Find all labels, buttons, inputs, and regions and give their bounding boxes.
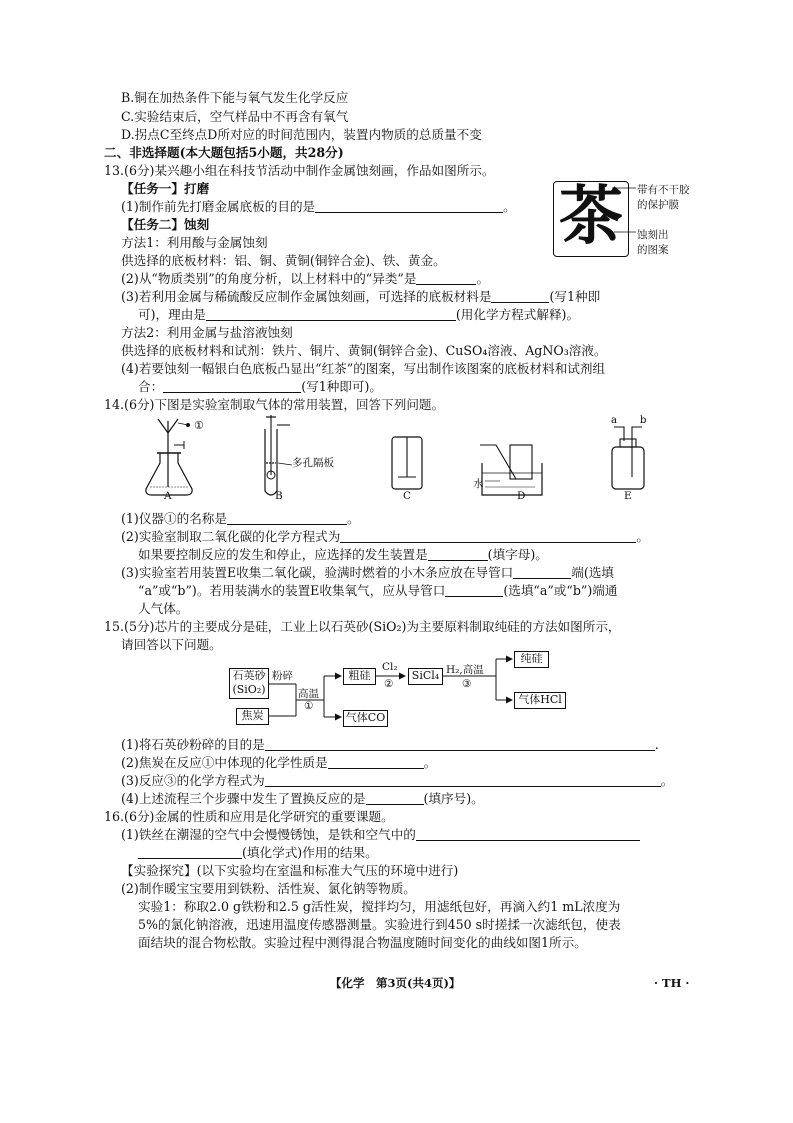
q15-q3: (3)反应③的化学方程式为 。 (121, 773, 674, 788)
option-c: C.实验结束后，空气样品中不再含有氧气 (121, 109, 349, 124)
label-d-device: D (517, 490, 526, 502)
q14-q1: (1)仪器①的名称是 。 (121, 511, 360, 526)
q16-exp1-line2: 5%的氯化钠溶液，迅速用温度传感器测量。实验进行到450 s时搓揉一次滤纸包，使表 (138, 917, 621, 932)
quartz-formula: (SiO₂) (232, 683, 266, 696)
q16-stem: 16.(6分)金属的性质和应用是化学研究的重要课题。 (104, 809, 394, 824)
q13-q4-line1: (4)若要蚀刻一幅银白色底板凸显出“红茶”的图案，写出制作该图案的底板材料和试剂组 (121, 361, 606, 376)
label-e-device: E (624, 490, 632, 502)
q16-exp1-line1: 实验1：称取2.0 g铁粉和2.5 g活性炭，搅拌均匀，用滤纸包好，再滴入约1 mL浓度为 (138, 899, 621, 914)
box-quartz-sand (229, 668, 269, 699)
footer-code: · TH · (654, 976, 690, 990)
box-pure-silicon: 纯硅 (514, 651, 549, 668)
section-heading: 二、非选择题(本大题包括5小题，共28分) (104, 145, 344, 160)
q16-explore: 【实验探究】(以下实验均在室温和标准大气压的环境中进行) (121, 863, 459, 878)
q15-stem-2: 请回答以下问题。 (121, 637, 222, 652)
answer-blank[interactable] (138, 846, 242, 859)
label-step3: ③ (462, 678, 472, 690)
label-step1: ① (304, 700, 314, 712)
box-gas-co: 气体CO (343, 710, 388, 727)
label-a: a (611, 415, 617, 426)
answer-blank[interactable] (416, 828, 640, 841)
q16-q1-line2: (填化学式)作用的结果。 (138, 845, 378, 861)
label-circle-1: ① (194, 419, 204, 432)
option-b: B.铜在加热条件下能与氧气发生化学反应 (121, 90, 349, 105)
label-water: 水 (473, 478, 484, 490)
q13-q1: (1)制作前先打磨金属底板的目的是 。 (121, 199, 516, 214)
fig-label-pattern-2: 的图案 (637, 244, 669, 256)
q15-q4: (4)上述流程三个步骤中发生了置换反应的是 (填序号)。 (121, 791, 484, 806)
q14-stem: 14.(6分)下图是实验室制取气体的常用装置，回答下列问题。 (104, 397, 445, 412)
option-d: D.拐点C至终点D所对应的时间范围内，装置内物质的总质量不变 (121, 127, 482, 142)
q13-method1: 方法1：利用酸与金属蚀刻 (121, 235, 268, 250)
answer-blank[interactable] (366, 792, 424, 805)
label-c-device: C (403, 490, 412, 502)
label-cl2: Cl₂ (382, 661, 398, 673)
q13-method2: 方法2：利用金属与盐溶液蚀刻 (121, 325, 293, 340)
label-a-device: A (164, 490, 172, 502)
fig-label-pattern-1: 蚀刻出 (637, 229, 669, 241)
quartz-label: 石英砂 (232, 669, 266, 682)
q14-q3-line3: 人气体。 (138, 601, 189, 616)
q14-q2-line1: (2)实验室制取二氧化碳的化学方程式为 。 (121, 529, 649, 544)
q15-q2: (2)焦炭在反应①中体现的化学性质是 。 (121, 755, 437, 770)
label-b: b (640, 415, 647, 426)
q15-stem-1: 15.(5分)芯片的主要成分是硅，工业上以石英砂(SiO₂)为主要原料制取纯硅的方法如图所示， (104, 619, 621, 634)
tea-pattern: 茶 (559, 180, 623, 254)
q13-materials1: 供选择的底板材料：铝、铜、黄铜(铜锌合金)、铁、黄金。 (121, 253, 446, 268)
label-porous-plate: 多孔隔板 (292, 457, 334, 469)
q16-q1-line1: (1)铁丝在潮湿的空气中会慢慢锈蚀，是铁和空气中的 (121, 827, 640, 843)
q13-q3-line2: 可)，理由是 (用化学方程式解释)。 (138, 307, 580, 322)
q13-q4-line2: 合： (写1种即可)。 (138, 379, 382, 394)
box-sicl4: SiCl₄ (408, 668, 443, 685)
answer-blank[interactable] (265, 774, 661, 787)
fig-label-film-1: 带有不干胶 (637, 184, 690, 196)
q13-q2: (2)从“物质类别”的角度分析，以上材料中的“异类”是 。 (121, 271, 490, 286)
q16-exp1-line3: 面结块的混合物松散。实验过程中测得混合物温度随时间变化的曲线如图1所示。 (138, 935, 587, 950)
q13-materials2: 供选择的底板材料和试剂：铁片、铜片、黄铜(铜锌合金)、CuSO₄溶液、AgNO₃溶液。 (121, 343, 607, 358)
label-step2: ② (384, 678, 394, 690)
q16-q2: (2)制作暖宝宝要用到铁粉、活性炭、氯化钠等物质。 (121, 881, 416, 896)
label-hightemp: 高温 (298, 688, 319, 700)
q14-q3-line2: “a”或“b”)。若用装满水的装置E收集氧气，应从导管口 (选填“a”或“b”)端通 (138, 583, 618, 598)
answer-blank[interactable] (265, 738, 655, 751)
fig-label-film-2: 的保护膜 (637, 199, 679, 211)
q13-q3-line1: (3)若利用金属与稀硫酸反应制作金属蚀刻画，可选择的底板材料是 (写1种即 (121, 289, 601, 304)
label-crush: 粉碎 (272, 670, 293, 682)
q14-q2-line2: 如果要控制反应的发生和停止，应选择的发生装置是 (填字母)。 (138, 547, 548, 562)
answer-blank[interactable] (328, 756, 424, 769)
label-h2: H₂,高温 (446, 664, 484, 676)
box-gas-hcl: 气体HCl (514, 692, 566, 709)
box-coke: 焦炭 (236, 708, 269, 725)
label-b-device: B (275, 490, 283, 502)
q13-task1: 【任务一】打磨 (121, 181, 210, 196)
box-crude-silicon: 粗硅 (343, 668, 376, 685)
q14-q3-line1: (3)实验室若用装置E收集二氧化碳，验满时燃着的小木条应放在导管口 端(选填 (121, 565, 614, 580)
q13-task2: 【任务二】蚀刻 (121, 217, 210, 232)
page-footer: 【化学 第3页(共4页)】 (330, 976, 461, 990)
q13-stem: 13.(6分)某兴趣小组在科技节活动中制作金属蚀刻画，作品如图所示。 (104, 163, 495, 178)
q15-q1: (1)将石英砂粉碎的目的是 . (121, 737, 659, 752)
